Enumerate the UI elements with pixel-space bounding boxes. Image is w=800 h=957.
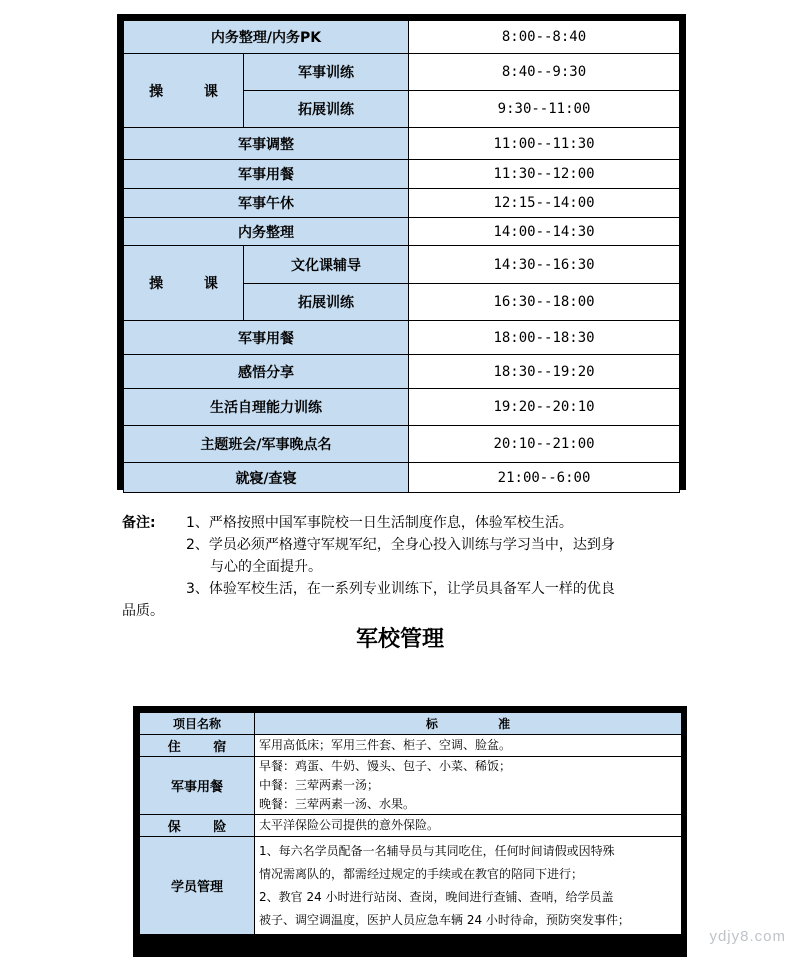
table-row	[124, 463, 680, 493]
activity-cell: 军事用餐	[124, 321, 409, 355]
management-table	[139, 712, 682, 935]
schedule-table-frame	[117, 14, 686, 490]
time-cell: 18:00--18:30	[409, 321, 680, 355]
activity-cell: 内务整理	[124, 218, 409, 246]
meal-breakfast: 早餐：鸡蛋、牛奶、馒头、包子、小菜、稀饭；	[259, 759, 512, 773]
table-row	[124, 189, 680, 218]
table-row	[140, 815, 682, 837]
time-cell: 12:15--14:00	[409, 189, 680, 218]
table-row	[124, 321, 680, 355]
time-cell: 14:00--14:30	[409, 218, 680, 246]
note-1: 1、严格按照中国军事院校一日生活制度作息，体验军校生活。	[186, 515, 573, 531]
time-cell: 20:10--21:00	[409, 426, 680, 463]
category-cell: 住 宿	[140, 735, 255, 757]
table-row	[140, 837, 682, 935]
time-cell: 11:30--12:00	[409, 160, 680, 189]
table-row	[140, 735, 682, 757]
management-table-frame	[133, 706, 687, 957]
note-3-cont: 品质。	[122, 603, 164, 619]
table-row	[124, 426, 680, 463]
note-2-cont: 与心的全面提升。	[210, 559, 322, 575]
header-item-cell: 项目名称	[140, 713, 255, 735]
table-row	[124, 218, 680, 246]
value-cell: 太平洋保险公司提供的意外保险。	[255, 815, 682, 837]
table-row	[124, 54, 680, 91]
table-row	[124, 246, 680, 284]
notes-section	[122, 512, 702, 622]
activity-cell: 文化课辅导	[244, 246, 409, 284]
table-row	[140, 757, 682, 815]
group-label-cell: 操 课	[124, 246, 244, 321]
table-row	[124, 389, 680, 426]
student-rule-line: 被子、调空调温度，医护人员应急车辆 24 小时待命，预防突发事件；	[259, 912, 630, 927]
meal-dinner: 晚餐：三荤两素一汤、水果。	[259, 797, 416, 811]
value-cell: 军用高低床；军用三件套、柜子、空调、脸盆。	[255, 735, 682, 757]
meal-lunch: 中餐：三荤两素一汤；	[259, 778, 380, 792]
activity-cell: 内务整理/内务PK	[124, 21, 409, 54]
header-standard-cell: 标 准	[255, 713, 682, 735]
time-cell: 21:00--6:00	[409, 463, 680, 493]
time-cell: 19:20--20:10	[409, 389, 680, 426]
activity-cell: 感悟分享	[124, 355, 409, 389]
note-3: 3、体验军校生活，在一系列专业训练下，让学员具备军人一样的优良	[186, 581, 615, 597]
activity-cell: 军事用餐	[124, 160, 409, 189]
watermark-text: ydjy8.com	[709, 928, 786, 945]
activity-cell: 军事午休	[124, 189, 409, 218]
activity-cell: 就寝/查寝	[124, 463, 409, 493]
table-row	[124, 355, 680, 389]
table-row	[124, 160, 680, 189]
value-cell	[255, 837, 682, 935]
time-cell: 14:30--16:30	[409, 246, 680, 284]
activity-cell: 生活自理能力训练	[124, 389, 409, 426]
table-row	[140, 713, 682, 735]
activity-cell: 拓展训练	[244, 91, 409, 128]
time-cell: 9:30--11:00	[409, 91, 680, 128]
group-label-cell: 操 课	[124, 54, 244, 128]
schedule-table	[123, 20, 680, 493]
activity-cell: 拓展训练	[244, 284, 409, 321]
student-rule-line: 情况需离队的，都需经过规定的手续或在教官的陪同下进行；	[259, 866, 584, 881]
activity-cell: 军事调整	[124, 128, 409, 160]
time-cell: 11:00--11:30	[409, 128, 680, 160]
activity-cell: 军事训练	[244, 54, 409, 91]
time-cell: 8:00--8:40	[409, 21, 680, 54]
time-cell: 8:40--9:30	[409, 54, 680, 91]
category-cell: 学员管理	[140, 837, 255, 935]
section-title: 军校管理	[355, 627, 444, 652]
student-rule-line: 2、教官 24 小时进行站岗、查岗，晚间进行查铺、查哨，给学员盖	[259, 889, 614, 904]
time-cell: 18:30--19:20	[409, 355, 680, 389]
category-cell: 保 险	[140, 815, 255, 837]
activity-cell: 主题班会/军事晚点名	[124, 426, 409, 463]
table-row	[124, 21, 680, 54]
value-cell	[255, 757, 682, 815]
time-cell: 16:30--18:00	[409, 284, 680, 321]
category-cell: 军事用餐	[140, 757, 255, 815]
student-rule-line: 1、每六名学员配备一名辅导员与其同吃住，任何时间请假或因特殊	[259, 843, 615, 858]
notes-label: 备注:	[122, 515, 156, 531]
note-2: 2、学员必须严格遵守军规军纪，全身心投入训练与学习当中，达到身	[186, 537, 615, 553]
table-row	[124, 128, 680, 160]
